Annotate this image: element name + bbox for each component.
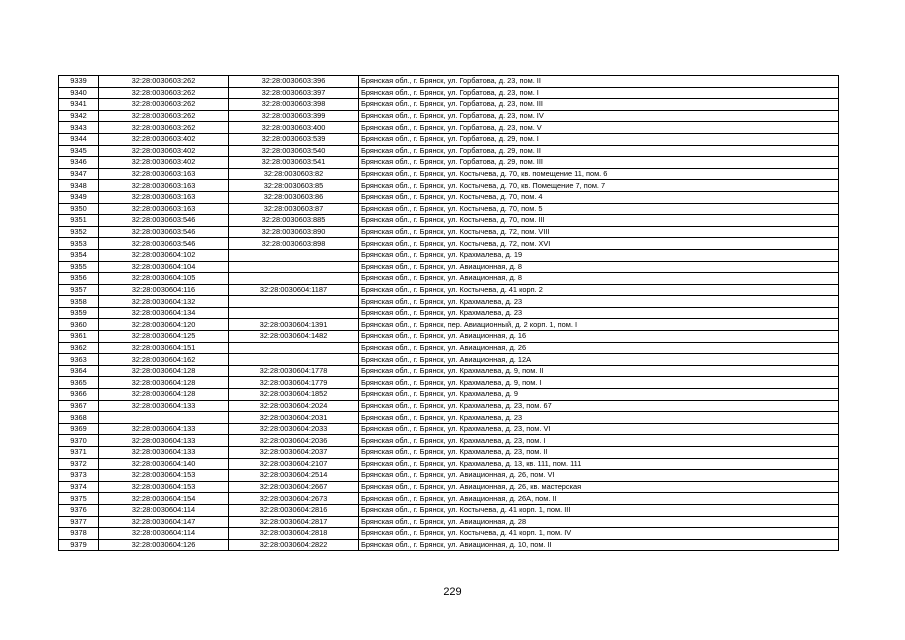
table-row bbox=[59, 423, 839, 435]
cadastral-register-table bbox=[58, 75, 839, 551]
parcel-number-cell bbox=[229, 296, 359, 308]
quarter-number-cell: 32:28:0030603:262 bbox=[99, 76, 229, 88]
table-row bbox=[59, 447, 839, 459]
row-number-cell: 9349 bbox=[59, 191, 99, 203]
parcel-number-cell: 32:28:0030604:1391 bbox=[229, 319, 359, 331]
table-row bbox=[59, 76, 839, 88]
row-number-cell: 9366 bbox=[59, 389, 99, 401]
row-number-cell: 9355 bbox=[59, 261, 99, 273]
row-number-cell: 9342 bbox=[59, 110, 99, 122]
quarter-number-cell: 32:28:0030604:140 bbox=[99, 458, 229, 470]
parcel-number-cell: 32:28:0030604:2822 bbox=[229, 539, 359, 551]
row-number-cell: 9353 bbox=[59, 238, 99, 250]
table-row bbox=[59, 528, 839, 540]
quarter-number-cell: 32:28:0030604:128 bbox=[99, 365, 229, 377]
row-number-cell: 9343 bbox=[59, 122, 99, 134]
table-row bbox=[59, 296, 839, 308]
quarter-number-cell: 32:28:0030604:116 bbox=[99, 284, 229, 296]
quarter-number-cell: 32:28:0030604:153 bbox=[99, 481, 229, 493]
row-number-cell: 9361 bbox=[59, 331, 99, 343]
parcel-number-cell bbox=[229, 273, 359, 285]
row-number-cell: 9376 bbox=[59, 504, 99, 516]
quarter-number-cell: 32:28:0030604:151 bbox=[99, 342, 229, 354]
quarter-number-cell: 32:28:0030603:163 bbox=[99, 168, 229, 180]
address-cell: Брянская обл., г. Брянск, ул. Авиационная, д. 12А bbox=[359, 354, 839, 366]
table-row bbox=[59, 273, 839, 285]
parcel-number-cell bbox=[229, 342, 359, 354]
table-row bbox=[59, 400, 839, 412]
row-number-cell: 9368 bbox=[59, 412, 99, 424]
table-row bbox=[59, 168, 839, 180]
table-row bbox=[59, 180, 839, 192]
parcel-number-cell bbox=[229, 261, 359, 273]
parcel-number-cell: 32:28:0030603:539 bbox=[229, 133, 359, 145]
address-cell: Брянская обл., г. Брянск, ул. Горбатова, д. 29, пом. III bbox=[359, 157, 839, 169]
parcel-number-cell: 32:28:0030604:2817 bbox=[229, 516, 359, 528]
address-cell: Брянская обл., г. Брянск, ул. Костычева, д. 70, пом. 4 bbox=[359, 191, 839, 203]
address-cell: Брянская обл., г. Брянск, ул. Авиационная, д. 26 bbox=[359, 342, 839, 354]
table-row bbox=[59, 110, 839, 122]
parcel-number-cell: 32:28:0030603:890 bbox=[229, 226, 359, 238]
parcel-number-cell: 32:28:0030604:2031 bbox=[229, 412, 359, 424]
quarter-number-cell: 32:28:0030603:402 bbox=[99, 157, 229, 169]
address-cell: Брянская обл., г. Брянск, ул. Авиационная, д. 28 bbox=[359, 516, 839, 528]
quarter-number-cell: 32:28:0030604:104 bbox=[99, 261, 229, 273]
address-cell: Брянская обл., г. Брянск, ул. Горбатова, д. 23, пом. III bbox=[359, 99, 839, 111]
row-number-cell: 9340 bbox=[59, 87, 99, 99]
address-cell: Брянская обл., г. Брянск, ул. Горбатова, д. 23, пом. I bbox=[359, 87, 839, 99]
table-row bbox=[59, 435, 839, 447]
table-row bbox=[59, 191, 839, 203]
table-row bbox=[59, 539, 839, 551]
table-body bbox=[59, 76, 839, 551]
row-number-cell: 9364 bbox=[59, 365, 99, 377]
quarter-number-cell: 32:28:0030604:102 bbox=[99, 249, 229, 261]
row-number-cell: 9346 bbox=[59, 157, 99, 169]
address-cell: Брянская обл., г. Брянск, ул. Горбатова, д. 29, пом. I bbox=[359, 133, 839, 145]
address-cell: Брянская обл., г. Брянск, ул. Крахмалева, д. 23, пом. 67 bbox=[359, 400, 839, 412]
address-cell: Брянская обл., г. Брянск, ул. Крахмалева, д. 23 bbox=[359, 296, 839, 308]
table-row bbox=[59, 99, 839, 111]
parcel-number-cell: 32:28:0030604:2033 bbox=[229, 423, 359, 435]
row-number-cell: 9359 bbox=[59, 307, 99, 319]
address-cell: Брянская обл., г. Брянск, ул. Костычева, д. 41 корп. 2 bbox=[359, 284, 839, 296]
parcel-number-cell: 32:28:0030604:1779 bbox=[229, 377, 359, 389]
row-number-cell: 9352 bbox=[59, 226, 99, 238]
table-row bbox=[59, 481, 839, 493]
row-number-cell: 9373 bbox=[59, 470, 99, 482]
quarter-number-cell: 32:28:0030603:262 bbox=[99, 87, 229, 99]
address-cell: Брянская обл., г. Брянск, ул. Крахмалева, д. 19 bbox=[359, 249, 839, 261]
quarter-number-cell: 32:28:0030603:163 bbox=[99, 203, 229, 215]
address-cell: Брянская обл., г. Брянск, ул. Костычева, д. 70, пом. 5 bbox=[359, 203, 839, 215]
quarter-number-cell: 32:28:0030603:262 bbox=[99, 110, 229, 122]
table-row bbox=[59, 226, 839, 238]
table-row bbox=[59, 249, 839, 261]
parcel-number-cell: 32:28:0030604:2816 bbox=[229, 504, 359, 516]
table-row bbox=[59, 133, 839, 145]
address-cell: Брянская обл., г. Брянск, ул. Крахмалева, д. 23 bbox=[359, 307, 839, 319]
parcel-number-cell: 32:28:0030603:400 bbox=[229, 122, 359, 134]
table-row bbox=[59, 215, 839, 227]
parcel-number-cell: 32:28:0030603:82 bbox=[229, 168, 359, 180]
quarter-number-cell: 32:28:0030604:147 bbox=[99, 516, 229, 528]
parcel-number-cell: 32:28:0030604:2514 bbox=[229, 470, 359, 482]
row-number-cell: 9370 bbox=[59, 435, 99, 447]
parcel-number-cell: 32:28:0030603:86 bbox=[229, 191, 359, 203]
quarter-number-cell: 32:28:0030604:133 bbox=[99, 447, 229, 459]
row-number-cell: 9351 bbox=[59, 215, 99, 227]
address-cell: Брянская обл., г. Брянск, ул. Авиационная, д. 26, кв. мастерская bbox=[359, 481, 839, 493]
table-row bbox=[59, 493, 839, 505]
row-number-cell: 9350 bbox=[59, 203, 99, 215]
row-number-cell: 9358 bbox=[59, 296, 99, 308]
table-row bbox=[59, 87, 839, 99]
address-cell: Брянская обл., г. Брянск, ул. Авиационная, д. 16 bbox=[359, 331, 839, 343]
row-number-cell: 9356 bbox=[59, 273, 99, 285]
table-row bbox=[59, 470, 839, 482]
address-cell: Брянская обл., г. Брянск, ул. Крахмалева, д. 23, пом. VI bbox=[359, 423, 839, 435]
parcel-number-cell: 32:28:0030604:2818 bbox=[229, 528, 359, 540]
table-row bbox=[59, 516, 839, 528]
quarter-number-cell: 32:28:0030604:132 bbox=[99, 296, 229, 308]
quarter-number-cell: 32:28:0030604:128 bbox=[99, 389, 229, 401]
quarter-number-cell: 32:28:0030604:125 bbox=[99, 331, 229, 343]
table-row bbox=[59, 389, 839, 401]
address-cell: Брянская обл., г. Брянск, ул. Авиационная, д. 8 bbox=[359, 261, 839, 273]
parcel-number-cell: 32:28:0030604:2667 bbox=[229, 481, 359, 493]
quarter-number-cell: 32:28:0030604:126 bbox=[99, 539, 229, 551]
table-row bbox=[59, 412, 839, 424]
table-row bbox=[59, 261, 839, 273]
table-row bbox=[59, 458, 839, 470]
parcel-number-cell: 32:28:0030604:1778 bbox=[229, 365, 359, 377]
address-cell: Брянская обл., г. Брянск, ул. Горбатова, д. 23, пом. IV bbox=[359, 110, 839, 122]
table-row bbox=[59, 319, 839, 331]
quarter-number-cell: 32:28:0030604:105 bbox=[99, 273, 229, 285]
parcel-number-cell: 32:28:0030604:2024 bbox=[229, 400, 359, 412]
table-row bbox=[59, 284, 839, 296]
parcel-number-cell: 32:28:0030603:399 bbox=[229, 110, 359, 122]
quarter-number-cell: 32:28:0030603:402 bbox=[99, 133, 229, 145]
address-cell: Брянская обл., г. Брянск, ул. Горбатова, д. 23, пом. II bbox=[359, 76, 839, 88]
parcel-number-cell: 32:28:0030604:2107 bbox=[229, 458, 359, 470]
row-number-cell: 9360 bbox=[59, 319, 99, 331]
parcel-number-cell: 32:28:0030604:2037 bbox=[229, 447, 359, 459]
parcel-number-cell bbox=[229, 249, 359, 261]
parcel-number-cell: 32:28:0030603:885 bbox=[229, 215, 359, 227]
parcel-number-cell: 32:28:0030603:397 bbox=[229, 87, 359, 99]
address-cell: Брянская обл., г. Брянск, ул. Горбатова, д. 29, пом. II bbox=[359, 145, 839, 157]
table-row bbox=[59, 342, 839, 354]
parcel-number-cell: 32:28:0030604:1852 bbox=[229, 389, 359, 401]
row-number-cell: 9357 bbox=[59, 284, 99, 296]
quarter-number-cell: 32:28:0030604:128 bbox=[99, 377, 229, 389]
address-cell: Брянская обл., г. Брянск, ул. Крахмалева, д. 13, кв. 111, пом. 111 bbox=[359, 458, 839, 470]
quarter-number-cell: 32:28:0030603:262 bbox=[99, 99, 229, 111]
address-cell: Брянская обл., г. Брянск, ул. Костычева, д. 72, пом. XVI bbox=[359, 238, 839, 250]
address-cell: Брянская обл., г. Брянск, ул. Костычева, д. 70, кв. Помещение 7, пом. 7 bbox=[359, 180, 839, 192]
row-number-cell: 9348 bbox=[59, 180, 99, 192]
parcel-number-cell bbox=[229, 354, 359, 366]
row-number-cell: 9377 bbox=[59, 516, 99, 528]
table-row bbox=[59, 354, 839, 366]
parcel-number-cell: 32:28:0030603:541 bbox=[229, 157, 359, 169]
table-row bbox=[59, 504, 839, 516]
quarter-number-cell: 32:28:0030603:546 bbox=[99, 215, 229, 227]
quarter-number-cell: 32:28:0030604:114 bbox=[99, 528, 229, 540]
quarter-number-cell: 32:28:0030604:133 bbox=[99, 400, 229, 412]
address-cell: Брянская обл., г. Брянск, ул. Костычева, д. 41 корп. 1, пом. III bbox=[359, 504, 839, 516]
row-number-cell: 9345 bbox=[59, 145, 99, 157]
table-row bbox=[59, 307, 839, 319]
quarter-number-cell: 32:28:0030604:114 bbox=[99, 504, 229, 516]
row-number-cell: 9369 bbox=[59, 423, 99, 435]
row-number-cell: 9339 bbox=[59, 76, 99, 88]
quarter-number-cell: 32:28:0030603:163 bbox=[99, 191, 229, 203]
quarter-number-cell: 32:28:0030603:546 bbox=[99, 226, 229, 238]
parcel-number-cell: 32:28:0030604:1482 bbox=[229, 331, 359, 343]
page-number: 229 bbox=[443, 586, 462, 598]
address-cell: Брянская обл., г. Брянск, ул. Крахмалева, д. 23 bbox=[359, 412, 839, 424]
table-row bbox=[59, 122, 839, 134]
table-row bbox=[59, 377, 839, 389]
quarter-number-cell: 32:28:0030603:402 bbox=[99, 145, 229, 157]
quarter-number-cell bbox=[99, 412, 229, 424]
address-cell: Брянская обл., г. Брянск, ул. Крахмалева, д. 23, пом. I bbox=[359, 435, 839, 447]
quarter-number-cell: 32:28:0030604:162 bbox=[99, 354, 229, 366]
address-cell: Брянская обл., г. Брянск, ул. Крахмалева, д. 9 bbox=[359, 389, 839, 401]
quarter-number-cell: 32:28:0030604:153 bbox=[99, 470, 229, 482]
row-number-cell: 9341 bbox=[59, 99, 99, 111]
row-number-cell: 9367 bbox=[59, 400, 99, 412]
row-number-cell: 9375 bbox=[59, 493, 99, 505]
row-number-cell: 9344 bbox=[59, 133, 99, 145]
table-row bbox=[59, 238, 839, 250]
address-cell: Брянская обл., г. Брянск, ул. Крахмалева, д. 9, пом. I bbox=[359, 377, 839, 389]
quarter-number-cell: 32:28:0030604:133 bbox=[99, 435, 229, 447]
address-cell: Брянская обл., г. Брянск, ул. Костычева, д. 41 корп. 1, пом. IV bbox=[359, 528, 839, 540]
row-number-cell: 9374 bbox=[59, 481, 99, 493]
quarter-number-cell: 32:28:0030603:262 bbox=[99, 122, 229, 134]
parcel-number-cell: 32:28:0030603:87 bbox=[229, 203, 359, 215]
parcel-number-cell: 32:28:0030604:2673 bbox=[229, 493, 359, 505]
table-row bbox=[59, 203, 839, 215]
row-number-cell: 9354 bbox=[59, 249, 99, 261]
parcel-number-cell: 32:28:0030603:396 bbox=[229, 76, 359, 88]
row-number-cell: 9365 bbox=[59, 377, 99, 389]
row-number-cell: 9372 bbox=[59, 458, 99, 470]
quarter-number-cell: 32:28:0030604:154 bbox=[99, 493, 229, 505]
quarter-number-cell: 32:28:0030604:134 bbox=[99, 307, 229, 319]
row-number-cell: 9362 bbox=[59, 342, 99, 354]
parcel-number-cell: 32:28:0030603:898 bbox=[229, 238, 359, 250]
table-row bbox=[59, 145, 839, 157]
parcel-number-cell: 32:28:0030604:1187 bbox=[229, 284, 359, 296]
parcel-number-cell: 32:28:0030603:398 bbox=[229, 99, 359, 111]
row-number-cell: 9379 bbox=[59, 539, 99, 551]
address-cell: Брянская обл., г. Брянск, ул. Авиационная, д. 26, пом. VI bbox=[359, 470, 839, 482]
row-number-cell: 9363 bbox=[59, 354, 99, 366]
address-cell: Брянская обл., г. Брянск, ул. Авиационная, д. 8 bbox=[359, 273, 839, 285]
table-row bbox=[59, 331, 839, 343]
parcel-number-cell: 32:28:0030603:85 bbox=[229, 180, 359, 192]
address-cell: Брянская обл., г. Брянск, ул. Авиационная, д. 26А, пом. II bbox=[359, 493, 839, 505]
quarter-number-cell: 32:28:0030603:163 bbox=[99, 180, 229, 192]
row-number-cell: 9347 bbox=[59, 168, 99, 180]
address-cell: Брянская обл., г. Брянск, ул. Авиационная, д. 10, пом. II bbox=[359, 539, 839, 551]
address-cell: Брянская обл., г. Брянск, ул. Крахмалева, д. 23, пом. II bbox=[359, 447, 839, 459]
address-cell: Брянская обл., г. Брянск, пер. Авиационный, д. 2 корп. 1, пом. I bbox=[359, 319, 839, 331]
quarter-number-cell: 32:28:0030604:120 bbox=[99, 319, 229, 331]
address-cell: Брянская обл., г. Брянск, ул. Костычева, д. 70, пом. III bbox=[359, 215, 839, 227]
parcel-number-cell: 32:28:0030604:2036 bbox=[229, 435, 359, 447]
row-number-cell: 9371 bbox=[59, 447, 99, 459]
address-cell: Брянская обл., г. Брянск, ул. Костычева, д. 70, кв. помещение 11, пом. 6 bbox=[359, 168, 839, 180]
parcel-number-cell bbox=[229, 307, 359, 319]
address-cell: Брянская обл., г. Брянск, ул. Горбатова, д. 23, пом. V bbox=[359, 122, 839, 134]
table-row bbox=[59, 157, 839, 169]
row-number-cell: 9378 bbox=[59, 528, 99, 540]
address-cell: Брянская обл., г. Брянск, ул. Костычева, д. 72, пом. VIII bbox=[359, 226, 839, 238]
parcel-number-cell: 32:28:0030603:540 bbox=[229, 145, 359, 157]
quarter-number-cell: 32:28:0030603:546 bbox=[99, 238, 229, 250]
table-row bbox=[59, 365, 839, 377]
address-cell: Брянская обл., г. Брянск, ул. Крахмалева, д. 9, пом. II bbox=[359, 365, 839, 377]
quarter-number-cell: 32:28:0030604:133 bbox=[99, 423, 229, 435]
